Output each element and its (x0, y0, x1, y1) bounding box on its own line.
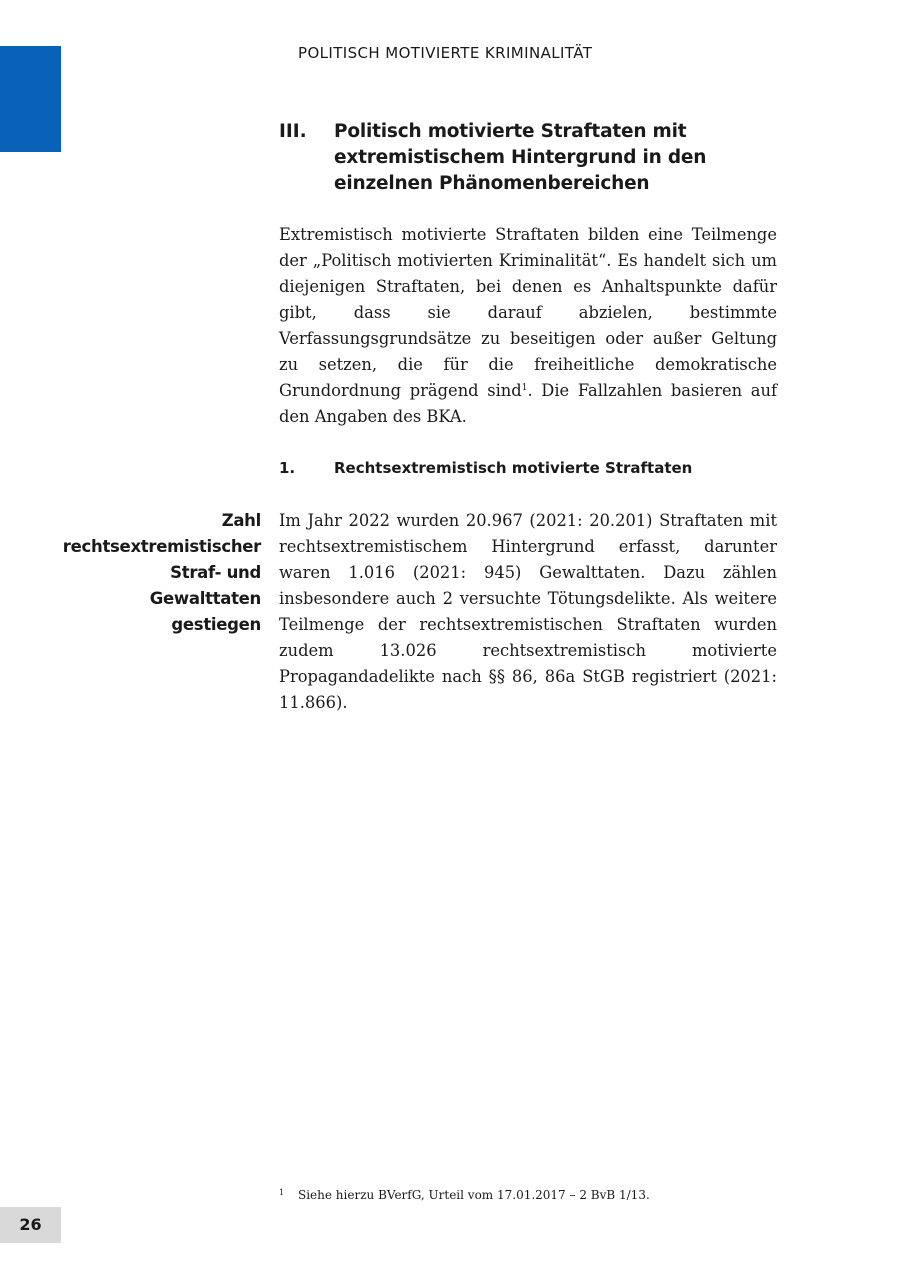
section-body-paragraph: Im Jahr 2022 wurden 20.967 (2021: 20.201) Straftaten mit rechtsextremistischem Hintergrund erfasst, darunter waren 1.016 (2021: 945) Gewalttaten. Dazu zählen insbesondere auch 2 versuchte Tötungsdelikte. Als weitere Teilmenge der rechtsextremistischen Straftaten wurden zudem 13.026 rechtsextremistisch motivierte Propagandadelikte nach §§ 86, 86a StGB registriert (2021: 11.866). (279, 511, 777, 712)
intro-text-part-1: Extremistisch motivierte Straftaten bilden eine Teilmenge der „Politisch motivierten Kriminalität“. Es handelt sich um diejenigen Straftaten, bei denen es Anhaltspunkte dafür gibt, dass sie darauf abzielen, bestimmte Verfassungsgrundsätze zu beseitigen oder außer Geltung zu setzen, die für die freiheitliche demokratische Grundordnung prägend sind (279, 225, 777, 400)
footnote-text: Siehe hierzu BVerfG, Urteil vom 17.01.2017 – 2 BvB 1/13. (298, 1188, 650, 1202)
page-number-box (0, 1207, 61, 1243)
page-number: 26 (19, 1215, 42, 1234)
intro-text-part-2: . Die Fallzahlen basieren auf den Angaben des BKA. (279, 381, 777, 426)
margin-note: Zahl rechtsextremistischer Straf- und Gewalttaten gestiegen (62, 511, 261, 634)
footnote (279, 1188, 650, 1202)
chapter-number: III. (279, 121, 307, 142)
section-title: Rechtsextremistisch motivierte Straftaten (334, 459, 693, 477)
chapter-heading (279, 119, 779, 197)
intro-paragraph (279, 222, 777, 430)
section-number: 1. (279, 459, 296, 477)
chapter-color-tab (0, 46, 61, 152)
running-header: POLITISCH MOTIVIERTE KRIMINALITÄT (298, 44, 593, 62)
chapter-title: Politisch motivierte Straftaten mit extremistischem Hintergrund in den einzelnen Phänomenbereichen (334, 121, 707, 194)
section-heading (279, 459, 692, 477)
footnote-reference[interactable]: 1 (521, 383, 528, 393)
footnote-marker: 1 (279, 1188, 285, 1197)
